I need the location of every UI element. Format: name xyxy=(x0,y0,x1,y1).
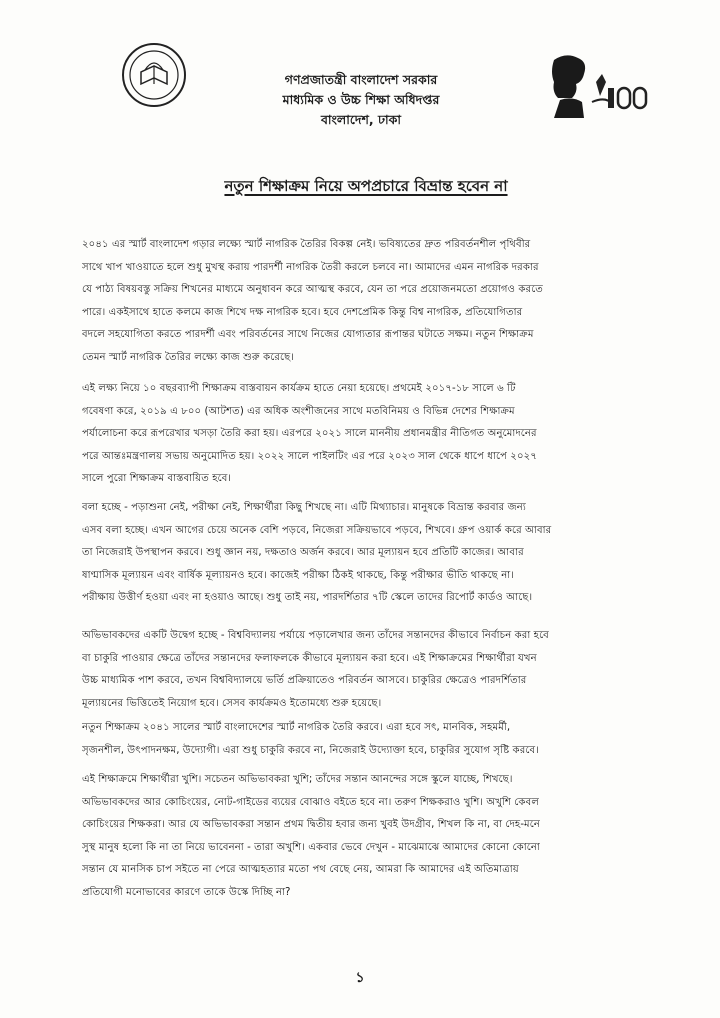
office-header xyxy=(236,70,486,130)
paragraph-line: মূল্যায়নের ভিত্তিতেই নিয়োগ হবে। সেসব কার্যক্রমও ইতোমধ্যে শুরু হয়েছে। xyxy=(82,697,382,709)
paragraph-line: অভিভাবকদের একটি উদ্বেগ হচ্ছে - বিশ্ববিদ্যালয় পর্যায়ে পড়ালেখার জন্য তাঁদের সন্তানদের কীভাবে নির্বাচন করা হবে xyxy=(82,630,549,641)
paragraph-line: ষাণ্মাসিক মূল্যায়ন এবং বার্ষিক মূল্যায়নও হবে। কাজেই পরীক্ষা ঠিকই থাকছে, কিন্তু পরীক্ষার ভীতি থাকছে না। xyxy=(82,569,514,581)
paragraph-line: সুস্থ মানুষ হলো কি না তা নিয়ে ভাবেননা - তারা অখুশি। একবার ভেবে দেখুন - মাঝেমাঝে আমাদের কোনো কোনো xyxy=(82,841,540,853)
page-number: ১ xyxy=(355,970,365,986)
paragraph-line: এসব বলা হচ্ছে। এখন আগের চেয়ে অনেক বেশি পড়বে, নিজেরা সক্রিয়ভাবে পড়বে, শিখবে। গ্রুপ ওয়ার্ক করে আবার xyxy=(82,524,552,536)
notice-headline: নতুন শিক্ষাক্রম নিয়ে অপপ্রচারে বিভ্রান্ত হবেন না xyxy=(224,177,508,195)
paragraph-line: কোচিংয়ের শিক্ষকরা। আর যে অভিভাবকরা সন্তান প্রথম দ্বিতীয় হবার জন্য খুবই উদগ্রীব, শিখল কি না, বা দেহ-মনে xyxy=(82,819,540,830)
paragraph-line: ২০৪১ এর স্মার্ট বাংলাদেশ গড়ার লক্ষ্যে স্মার্ট নাগরিক তৈরির বিকল্প নেই। ভবিষ্যতের দ্রুত পরিবর্তনশীল পৃথিবীর xyxy=(82,239,531,250)
paragraph-line: পরে আন্তঃমন্ত্রণালয় সভায় অনুমোদিত হয়। ২০২২ সালে পাইলটিং এর পরে ২০২৩ সাল থেকে ধাপে ধাপে ২০২৭ xyxy=(82,450,538,462)
paragraph-line: পারে। একইসাথে হাতে কলমে কাজ শিখে দক্ষ নাগরিক হবে। হবে দেশপ্রেমিক কিন্তু বিশ্ব নাগরিক, প্রতিযোগিতার xyxy=(82,306,523,318)
mujib-100-logo-icon xyxy=(548,52,652,120)
header-line-location: বাংলাদেশ, ঢাকা xyxy=(320,112,402,127)
paragraph-4 xyxy=(82,625,654,715)
paragraph-line: উচ্চ মাধ্যমিক পাশ করবে, তখন বিশ্ববিদ্যালয়ে ভর্তি প্রক্রিয়াতেও পরিবর্তন আসবে। চাকুরির ক্ষেত্রেও পারদর্শিতার xyxy=(82,675,527,686)
dshe-seal-icon xyxy=(121,42,187,108)
paragraph-line: সৃজনশীল, উৎপাদনক্ষম, উদ্যোগী। এরা শুধু চাকুরি করবে না, নিজেরাই উদ্যোক্তা হবে, চাকুরির সুযোগ সৃষ্টি করবে। xyxy=(82,744,539,756)
paragraph-line: এই লক্ষ্য নিয়ে ১০ বছরব্যাপী শিক্ষাক্রম বাস্তবায়ন কার্যক্রম হাতে নেয়া হয়েছে। প্রথমেই ২০১৭-১৮ সালে ৬ টি xyxy=(82,383,516,394)
paragraph-line: পর্যালোচনা করে রূপরেখার খসড়া তৈরি করা হয়। এরপরে ২০২১ সালে মাননীয় প্রধানমন্ত্রীর নীতিগত অনুমোদনের xyxy=(82,428,537,439)
paragraph-2 xyxy=(82,378,654,491)
paragraph-line: সন্তান যে মানসিক চাপ সইতে না পেরে আত্মহত্যার মতো পথ বেছে নেয়, আমরা কি আমাদের এই অতিমাত্রায় xyxy=(82,864,519,875)
paragraph-line: পরীক্ষায় উত্তীর্ণ হওয়া এবং না হওয়াও আছে। শুধু তাই নয়, পারদর্শিতার ৭টি স্কেলে তাদের রিপোর্ট কার্ডও আছে। xyxy=(82,592,533,603)
paragraph-line: বা চাকুরি পাওয়ার ক্ষেত্রে তাঁদের সন্তানদের ফলাফলকে কীভাবে মূল্যায়ন করা হবে। এই শিক্ষাক্রমের শিক্ষার্থীরা যখন xyxy=(82,652,537,664)
paragraph-line: বলা হচ্ছে - পড়াশুনা নেই, পরীক্ষা নেই, শিক্ষার্থীরা কিছু শিখছে না। এটি মিথ্যাচার। মানুষকে বিভ্রান্ত করবার জন্য xyxy=(82,502,526,513)
paragraph-line: এই শিক্ষাক্রমে শিক্ষার্থীরা খুশি। সচেতন অভিভাবকরা খুশি; তাঁদের সন্তান আনন্দের সঙ্গে স্কুলে যাচ্ছে, শিখছে। xyxy=(82,774,513,785)
paragraph-line: গবেষণা করে, ২০১৯ এ ৮০০ (আটশত) এর অধিক অংশীজনের সাথে মতবিনিময় ও বিভিন্ন দেশের শিক্ষাক্রম xyxy=(82,405,515,417)
paragraph-3 xyxy=(82,497,654,610)
paragraph-5 xyxy=(82,717,654,762)
paragraph-line: বদলে সহযোগিতা করতে পারদর্শী এবং পরিবর্তনের সাথে নিজের যোগ্যতার রূপান্তর ঘটাতে সক্ষম। নতুন শিক্ষাক্রম xyxy=(82,329,534,340)
paragraph-line: অভিভাবকদের আর কোচিংয়ের, নোট-গাইডের ব্যয়ের বোঝাও বইতে হবে না। তরুণ শিক্ষকরাও খুশি। অখুশি কেবল xyxy=(82,796,539,808)
paragraph-line: তেমন স্মার্ট নাগরিক তৈরির লক্ষ্যে কাজ শুরু করেছে। xyxy=(82,351,295,363)
paragraph-line: প্রতিযোগী মনোভাবের কারণে তাকে উস্কে দিচ্ছি না? xyxy=(82,886,291,898)
paragraph-line: তা নিজেরাই উপস্থাপন করবে। শুধু জ্ঞান নয়, দক্ষতাও অর্জন করবে। আর মূল্যায়ন হবে প্রতিটি কাজের। আবার xyxy=(82,547,524,558)
paragraph-line: যে পাঠ্য বিষয়বস্তু সক্রিয় শিখনের মাধ্যমে অনুধাবন করে আত্মস্থ করবে, যেন তা পরে প্রয়োজনমতো প্রয়োগও করতে xyxy=(82,284,543,295)
paragraph-line: নতুন শিক্ষাক্রম ২০৪১ সালের স্মার্ট বাংলাদেশের স্মার্ট নাগরিক তৈরি করবে। এরা হবে সৎ, মানবিক, সহমর্মী, xyxy=(82,722,511,733)
header-line-directorate: মাধ্যমিক ও উচ্চ শিক্ষা অধিদপ্তর xyxy=(282,92,440,107)
paragraph-6 xyxy=(82,769,654,904)
paragraph-1 xyxy=(82,234,654,369)
paragraph-line: সালে পুরো শিক্ষাক্রম বাস্তবায়িত হবে। xyxy=(82,473,232,484)
header-line-government: গণপ্রজাতন্ত্রী বাংলাদেশ সরকার xyxy=(284,72,438,87)
paragraph-line: সাথে খাপ খাওয়াতে হলে শুধু মুখস্থ করায় পারদর্শী নাগরিক তৈরী করলে চলবে না। আমাদের এমন নাগরিক দরকার xyxy=(82,261,539,273)
